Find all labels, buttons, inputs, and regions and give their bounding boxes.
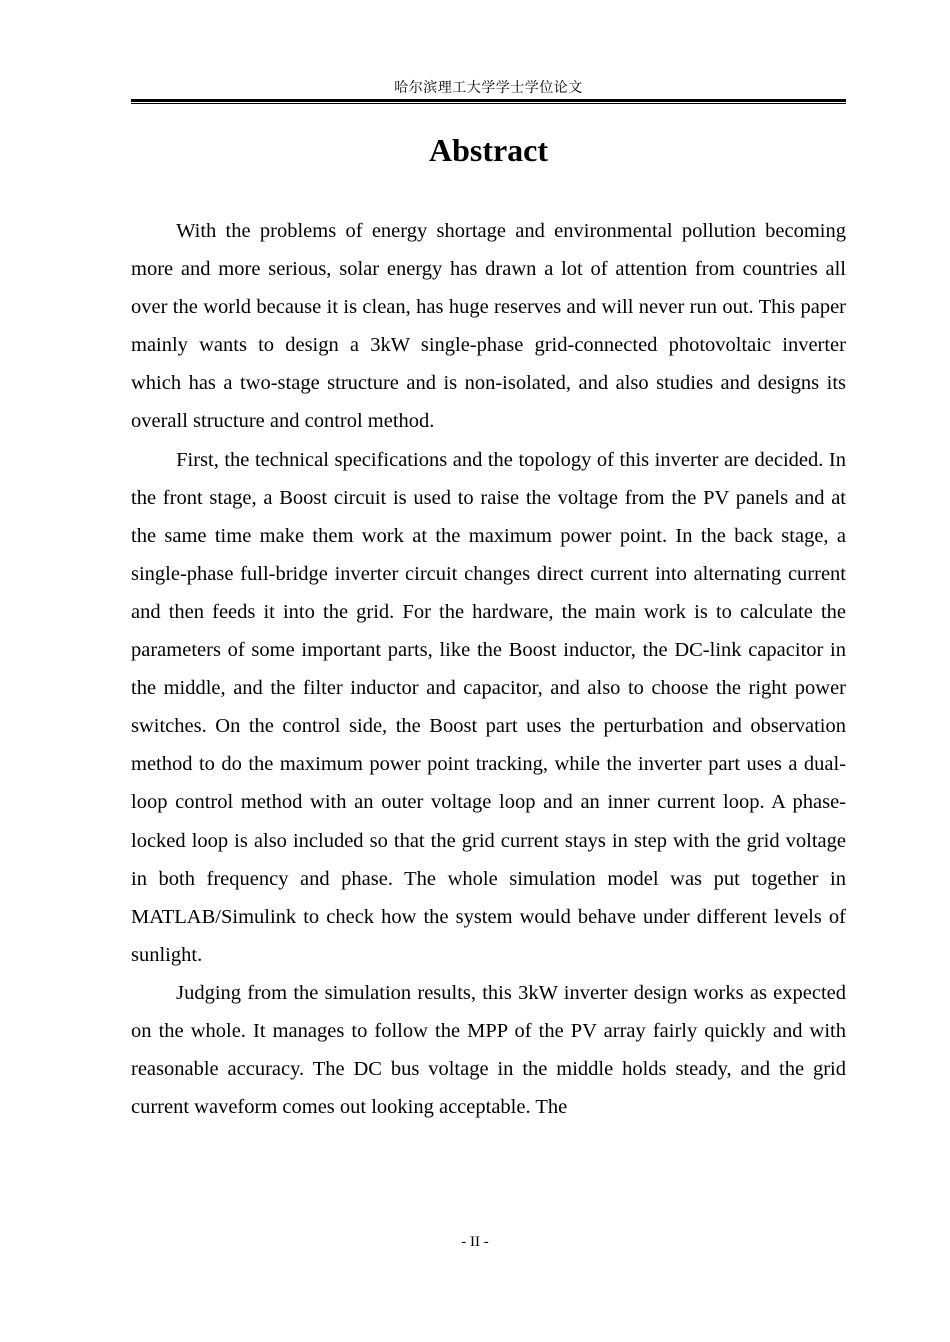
header-divider: [131, 99, 846, 105]
header-divider-thick: [131, 99, 846, 102]
page-number: - II -: [461, 1234, 489, 1250]
header-divider-thin: [131, 103, 846, 104]
paragraph-3: Judging from the simulation results, this 3kW inverter design works as expected on the whole. It manages to follow the MPP of the PV array fairly quickly and with reasonable accuracy. The DC bus voltage in the middle holds steady, and the grid current waveform comes out looking acceptable. The: [131, 981, 846, 1119]
abstract-body: [131, 212, 846, 1126]
running-header: 哈尔滨理工大学学士学位论文: [394, 80, 583, 96]
paragraph-1: With the problems of energy shortage and environmental pollution becoming more and more serious, solar energy has drawn a lot of attention from countries all over the world because it is clean, has huge reserves and will never run out. This paper mainly wants to design a 3kW single-phase grid-connected photovoltaic inverter which has a two-stage structure and is non-isolated, and also studies and designs its overall structure and control method.: [131, 220, 846, 433]
paragraph-2: First, the technical specifications and the topology of this inverter are decided. In the front stage, a Boost circuit is used to raise the voltage from the PV panels and at the same time make them work at the maximum power point. In the back stage, a single-phase full-bridge inverter circuit changes direct current into alternating current and then feeds it into the grid. For the hardware, the main work is to calculate the parameters of some important parts, like the Boost inductor, the DC-link capacitor in the middle, and the filter inductor and capacitor, and also to choose the right power switches. On the control side, the Boost part uses the perturbation and observation method to do the maximum power point tracking, while the inverter part uses a dual-loop control method with an outer voltage loop and an inner current loop. A phase-locked loop is also included so that the grid current stays in step with the grid voltage in both frequency and phase. The whole simulation model was put together in MATLAB/Simulink to check how the system would behave under different levels of sunlight.: [131, 448, 846, 966]
page-title: Abstract: [428, 132, 549, 168]
